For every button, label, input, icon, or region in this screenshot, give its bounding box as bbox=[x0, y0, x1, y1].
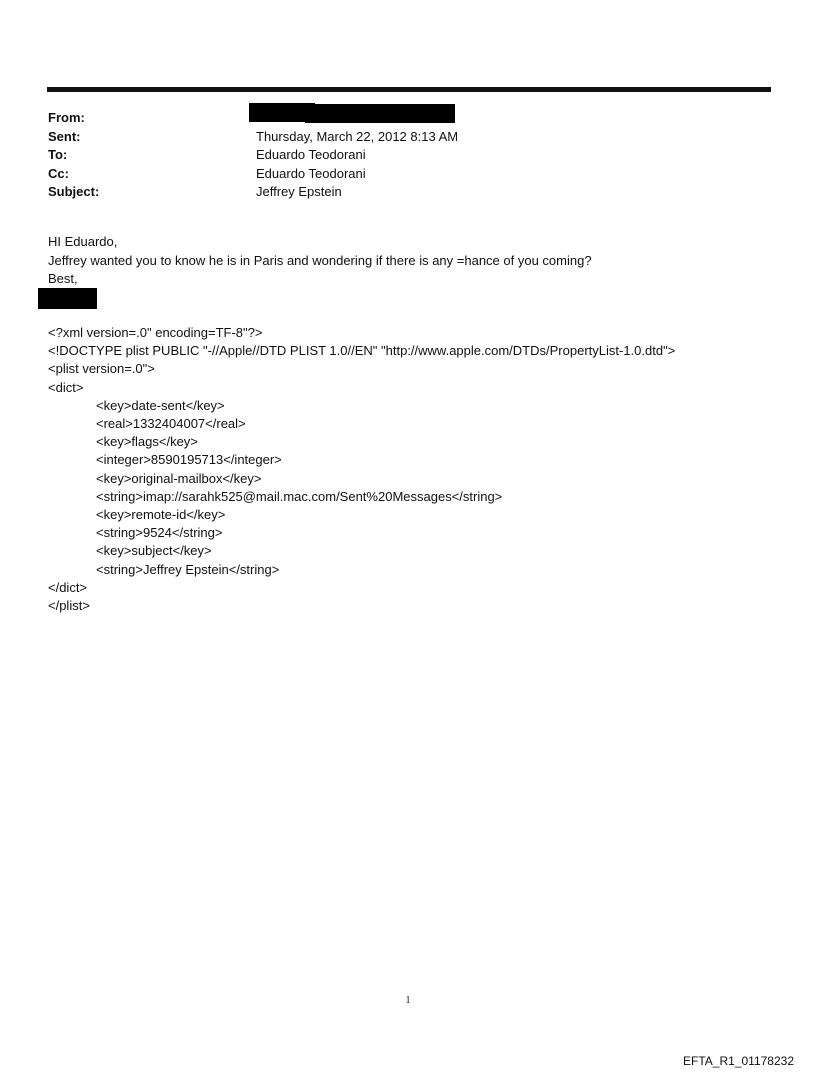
subject-label: Subject: bbox=[48, 184, 100, 199]
xml-dict-line: <real>1332404007</real> bbox=[96, 416, 246, 432]
sent-label: Sent: bbox=[48, 128, 81, 144]
xml-line: <plist version=.0"> bbox=[48, 361, 155, 377]
xml-dict-line: <integer>8590195713</integer> bbox=[96, 452, 282, 468]
xml-line: <?xml version=.0" encoding=TF-8"?> bbox=[48, 325, 263, 340]
to-row bbox=[48, 146, 748, 165]
top-rule bbox=[47, 87, 771, 92]
message-line: Jeffrey wanted you to know he is in Paris and wondering if there is any =hance of you coming? bbox=[48, 252, 592, 268]
greeting: HI Eduardo, bbox=[48, 234, 118, 249]
xml-dict-line: <key>subject</key> bbox=[96, 543, 212, 559]
redaction-signature bbox=[38, 288, 97, 309]
subject-value: Jeffrey Epstein bbox=[256, 184, 342, 199]
xml-dict-line: <key>remote-id</key> bbox=[96, 507, 226, 523]
xml-dict-line: <string>imap://sarahk525@mail.mac.com/Sent%20Messages</string> bbox=[96, 488, 503, 504]
page-number: 1 bbox=[405, 995, 411, 1006]
sent-row bbox=[48, 128, 748, 147]
cc-value: Eduardo Teodorani bbox=[256, 165, 366, 181]
xml-dict-line: <key>original-mailbox</key> bbox=[96, 470, 262, 486]
redaction-from-b bbox=[305, 104, 455, 123]
xml-plist bbox=[48, 324, 788, 615]
xml-closing-line: </dict> bbox=[48, 579, 88, 595]
email-body bbox=[48, 233, 788, 289]
xml-line: <dict> bbox=[48, 379, 84, 395]
signoff: Best, bbox=[48, 271, 78, 286]
cc-label: Cc: bbox=[48, 165, 69, 181]
to-label: To: bbox=[48, 147, 68, 162]
subject-row bbox=[48, 183, 748, 202]
bates-number: EFTA_R1_01178232 bbox=[683, 1054, 794, 1068]
sent-value: Thursday, March 22, 2012 8:13 AM bbox=[256, 128, 459, 144]
to-value: Eduardo Teodorani bbox=[256, 147, 366, 162]
from-label: From: bbox=[48, 110, 85, 125]
xml-closing-line: </plist> bbox=[48, 598, 90, 614]
xml-dict-line: <key>flags</key> bbox=[96, 434, 198, 450]
xml-dict-line: <string>9524</string> bbox=[96, 525, 223, 541]
xml-line: <!DOCTYPE plist PUBLIC "-//Apple//DTD PLIST 1.0//EN" "http://www.apple.com/DTDs/PropertyList-1.0.dtd"> bbox=[48, 343, 676, 359]
xml-dict-line: <string>Jeffrey Epstein</string> bbox=[96, 561, 280, 577]
xml-dict-line: <key>date-sent</key> bbox=[96, 397, 225, 413]
cc-row bbox=[48, 165, 748, 184]
